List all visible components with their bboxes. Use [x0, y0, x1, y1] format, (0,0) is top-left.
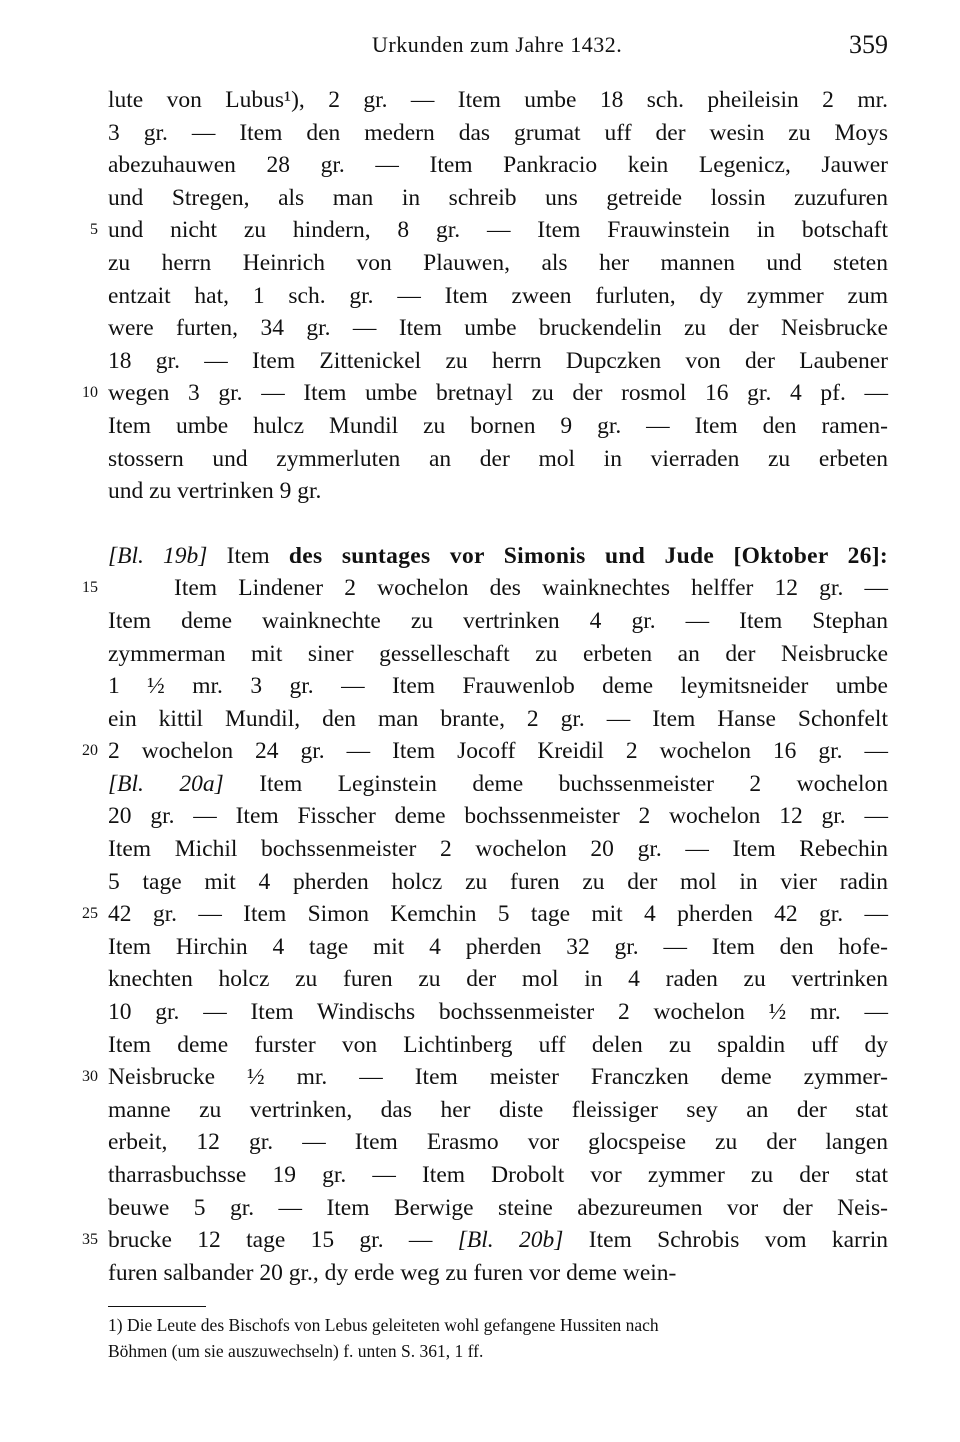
line-text: und zu vertrinken 9 gr.: [108, 478, 322, 505]
line-text: und nicht zu hindern, 8 gr. — Item Frauwinstein in botschaft: [108, 217, 888, 244]
line-text: were furten, 34 gr. — Item umbe bruckendelin zu der Neisbrucke: [108, 315, 888, 342]
line-text: Item Michil bochssenmeister 2 wochelon 20 gr. — Item Rebechin: [108, 836, 888, 863]
line-text: knechten holcz zu furen zu der mol in 4 raden zu vertrinken: [108, 966, 888, 993]
line-text-continued: Item Schrobis vom karrin: [563, 1227, 888, 1254]
text-line: [108, 996, 888, 1029]
text-line: [82, 572, 888, 605]
line-text: 5 tage mit 4 pherden holcz zu furen zu der mol in vier radin: [108, 868, 888, 895]
line-text: 2 wochelon 24 gr. — Item Jocoff Kreidil 2 wochelon 16 gr. —: [108, 738, 888, 765]
line-number: 25: [82, 905, 98, 923]
text-line: [108, 800, 888, 833]
text-line: [108, 866, 888, 899]
line-text: 20 gr. — Item Fisscher deme bochssenmeister 2 wochelon 12 gr. —: [108, 803, 888, 830]
line-text: brucke 12 tage 15 gr. —: [108, 1227, 458, 1254]
text-line: [82, 735, 888, 768]
page-number: 359: [849, 30, 888, 59]
line-text: und Stregen, als man in schreib uns getreide lossin zuzufuren: [108, 184, 888, 211]
text-line: [108, 280, 888, 313]
text-line: [108, 247, 888, 280]
footnote: [108, 1312, 888, 1364]
footnote-text-2: Böhmen (um sie auszuwechseln) f. unten S. 361, 1 ff.: [108, 1341, 484, 1361]
line-text: erbeit, 12 gr. — Item Erasmo vor glocspeise zu der langen: [108, 1129, 888, 1156]
line-text: tharrasbuchsse 19 gr. — Item Drobolt vor zymmer zu der stat: [108, 1162, 888, 1188]
text-line: [108, 931, 888, 964]
text-line: [108, 1257, 888, 1290]
text-line: [108, 410, 888, 443]
running-title: Urkunden zum Jahre 1432.: [372, 32, 623, 57]
line-text: lute von Lubus¹), 2 gr. — Item umbe 18 sch. pheileisin 2 mr.: [108, 87, 888, 113]
page-header: [0, 26, 960, 66]
line-text: 42 gr. — Item Simon Kemchin 5 tage mit 4 pherden 42 gr. —: [108, 901, 888, 928]
line-text: zymmerman mit siner gesselleschaft zu erbeten an der Neisbrucke: [108, 640, 888, 667]
line-number: 10: [82, 384, 98, 402]
heading-item-word: Item: [207, 542, 289, 569]
line-number: 35: [82, 1231, 98, 1249]
text-line: [108, 1029, 888, 1062]
text-line: [108, 768, 888, 801]
text-line: [108, 1159, 888, 1192]
footnote-text-1: Die Leute des Bischofs von Lebus geleiteten wohl gefangene Hussiten nach: [126, 1315, 659, 1335]
line-text: 10 gr. — Item Windischs bochssenmeister 2 wochelon ½ mr. —: [108, 999, 888, 1026]
text-line: [108, 149, 888, 182]
section-heading: [108, 540, 888, 573]
line-text: 3 gr. — Item den medern das grumat uff der wesin zu Moys: [108, 119, 888, 146]
line-number: 15: [82, 579, 98, 597]
line-number: 30: [82, 1068, 98, 1086]
text-line: [108, 703, 888, 736]
line-text: wegen 3 gr. — Item umbe bretnayl zu der rosmol 16 gr. 4 pf. —: [108, 380, 888, 407]
text-line: [90, 214, 888, 247]
paragraph-gap: [108, 508, 888, 540]
text-line: [82, 1224, 888, 1257]
text-line: [108, 312, 888, 345]
line-text: ein kittil Mundil, den man brante, 2 gr. — Item Hanse Schonfelt: [108, 705, 888, 732]
line-text: zu herrn Heinrich von Plauwen, als her mannen und steten: [108, 249, 888, 276]
line-text: 18 gr. — Item Zittenickel zu herrn Dupczken von der Laubener: [108, 347, 888, 374]
text-line: [108, 117, 888, 150]
line-text: abezuhauwen 28 gr. — Item Pankracio kein Legenicz, Jauwer: [108, 152, 888, 179]
line-text: 1 ½ mr. 3 gr. — Item Frauwenlob deme leymitsneider umbe: [108, 673, 888, 700]
line-text: stossern und zymmerluten an der mol in vierraden zu erbeten: [108, 445, 888, 472]
text-line: [108, 443, 888, 476]
text-line: [108, 638, 888, 671]
line-number: 20: [82, 742, 98, 760]
paragraph-1: [82, 84, 888, 508]
text-line: [108, 963, 888, 996]
line-text: Item umbe hulcz Mundil zu bornen 9 gr. — Item den ramen-: [108, 412, 888, 439]
paragraph-2: [82, 572, 888, 1289]
folio-reference: [Bl. 20a]: [108, 770, 224, 797]
line-text: furen salbander 20 gr., dy erde weg zu furen vor deme wein-: [108, 1259, 677, 1286]
line-number: 5: [90, 221, 98, 239]
footnote-rule: [108, 1306, 206, 1307]
text-line: [108, 1126, 888, 1159]
text-line: [108, 182, 888, 215]
folio-reference: [Bl. 20b]: [457, 1227, 564, 1254]
text-line: [82, 1061, 888, 1094]
line-text: manne zu vertrinken, das her diste fleissiger sey an der stat: [108, 1096, 888, 1123]
line-text: Item Hirchin 4 tage mit 4 pherden 32 gr. — Item den hofe-: [108, 933, 888, 960]
text-line: [108, 345, 888, 378]
line-text: entzait hat, 1 sch. gr. — Item zween furluten, dy zymmer zum: [108, 282, 888, 309]
text-line: [108, 84, 888, 117]
text-line: [108, 1192, 888, 1225]
text-line: [108, 475, 888, 508]
text-line: [108, 1094, 888, 1127]
heading-date-text: des suntages vor Simonis und Jude [Oktober 26]:: [288, 542, 888, 569]
text-line: [108, 670, 888, 703]
line-text: Item Leginstein deme buchssenmeister 2 wochelon: [223, 770, 888, 797]
footnote-marker: 1): [108, 1315, 123, 1335]
text-line: [82, 898, 888, 931]
folio-reference: [Bl. 19b]: [108, 542, 208, 569]
text-line: [82, 377, 888, 410]
main-text: [82, 84, 888, 1289]
line-text: beuwe 5 gr. — Item Berwige steine abezureumen vor der Neis-: [108, 1194, 888, 1221]
text-line: [108, 605, 888, 638]
line-text: Item deme wainknechte zu vertrinken 4 gr. — Item Stephan: [108, 607, 888, 634]
footnote-line-2: [108, 1338, 888, 1364]
line-text: Neisbrucke ½ mr. — Item meister Franczken deme zymmer-: [108, 1064, 888, 1091]
line-text: Item deme furster von Lichtinberg uff delen zu spaldin uff dy: [108, 1031, 888, 1058]
line-text: Item Lindener 2 wochelon des wainknechtes helffer 12 gr. —: [174, 575, 888, 602]
footnote-line-1: [108, 1312, 888, 1338]
text-line: [108, 833, 888, 866]
